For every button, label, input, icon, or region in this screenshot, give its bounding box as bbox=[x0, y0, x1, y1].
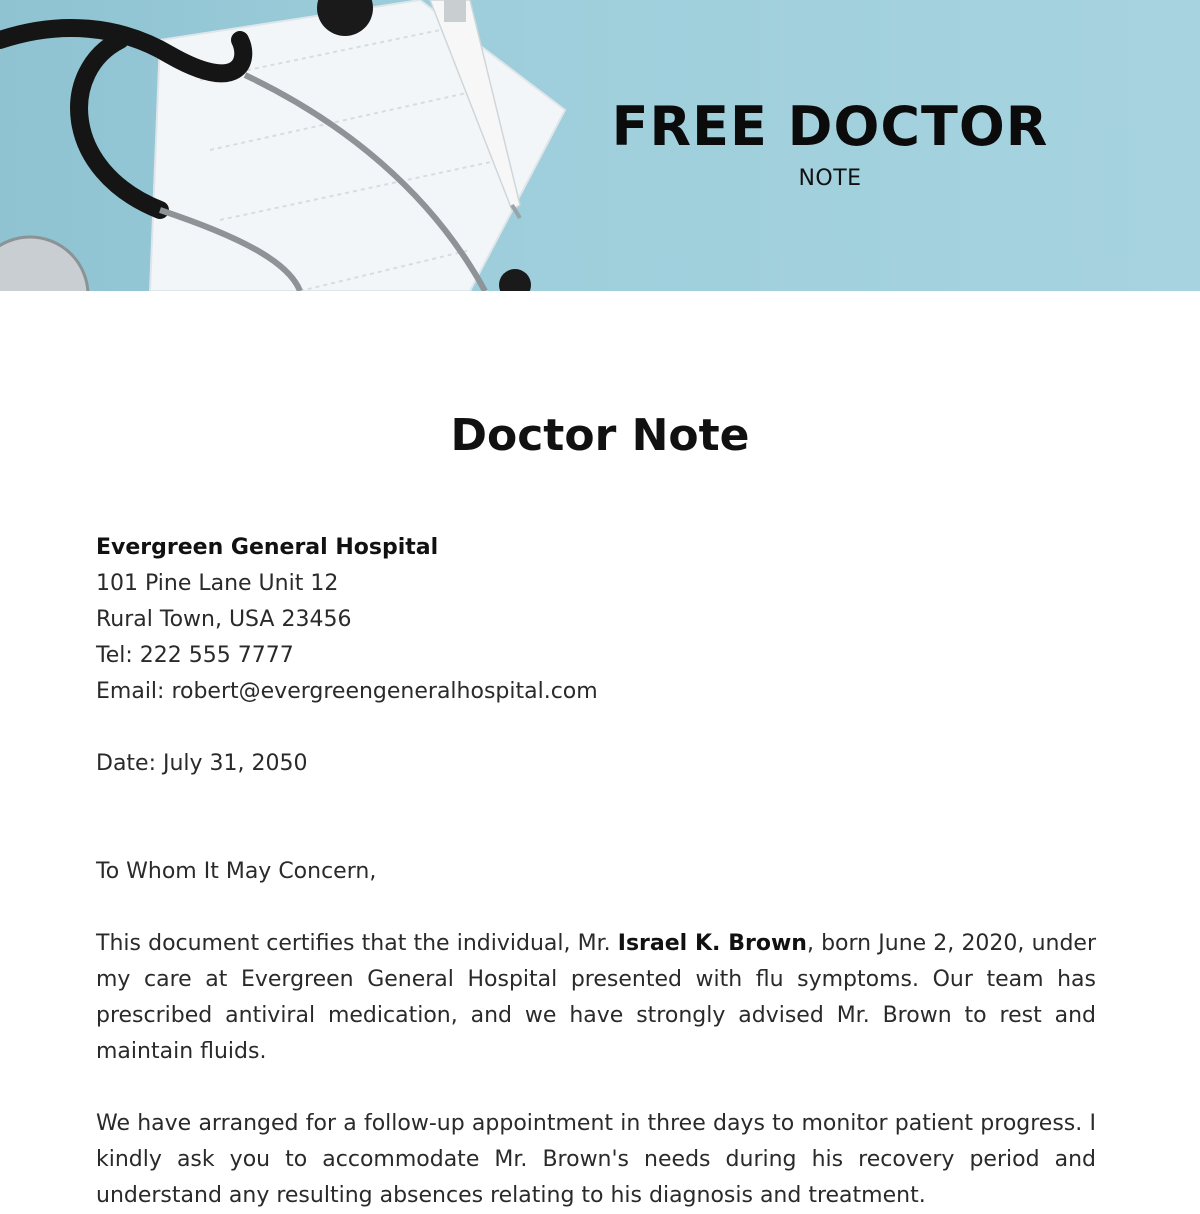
spacer bbox=[96, 710, 1096, 746]
patient-name: Israel K. Brown bbox=[617, 931, 807, 956]
paragraph-certification bbox=[96, 926, 1096, 1070]
document-title: Doctor Note bbox=[450, 410, 750, 461]
paragraph-certification-end: , born June 2, 2020, under my care at Evergreen General Hospital presented with flu symptoms. Our team has prescribed antiviral medication, and we have strongly advised Mr. Brown to rest and maintain fluids. bbox=[96, 931, 1096, 1064]
note-date: Date: July 31, 2050 bbox=[96, 751, 308, 776]
spacer bbox=[96, 782, 1096, 854]
header-banner bbox=[0, 0, 1200, 291]
banner-subtitle: NOTE bbox=[798, 166, 862, 191]
paragraph-follow-up: We have arranged for a follow-up appointment in three days to monitor patient progress. I kindly ask you to accommodate Mr. Brown's needs during his recovery period and understand any resulting absences relating to his diagnosis and treatment. bbox=[96, 1111, 1096, 1208]
banner-title: FREE DOCTOR bbox=[611, 95, 1049, 158]
document-body bbox=[96, 530, 1096, 1214]
hospital-address-line1: 101 Pine Lane Unit 12 bbox=[96, 571, 339, 596]
spacer bbox=[96, 890, 1096, 926]
salutation: To Whom It May Concern, bbox=[96, 859, 377, 884]
spacer bbox=[96, 1070, 1096, 1106]
hospital-address-line2: Rural Town, USA 23456 bbox=[96, 607, 352, 632]
hospital-name: Evergreen General Hospital bbox=[96, 535, 439, 560]
paragraph-certification-start: This document certifies that the individual, Mr. bbox=[96, 931, 618, 956]
hospital-telephone: Tel: 222 555 7777 bbox=[96, 643, 294, 668]
hospital-email: Email: robert@evergreengeneralhospital.com bbox=[96, 679, 598, 704]
